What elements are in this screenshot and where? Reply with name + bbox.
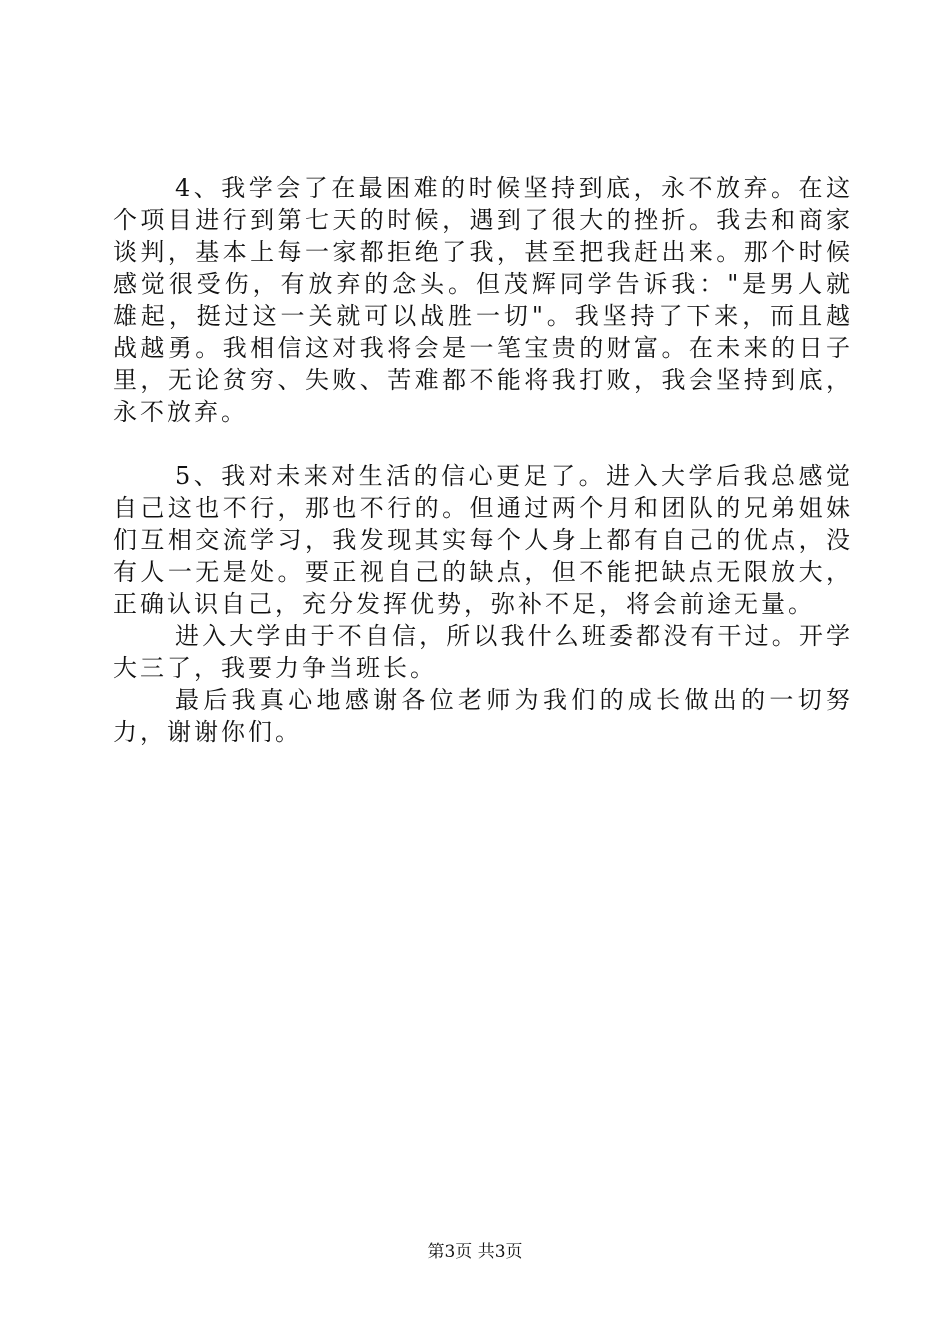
paragraph-class-monitor: 进入大学由于不自信，所以我什么班委都没有干过。开学大三了，我要力争当班长。 <box>113 622 853 682</box>
document-body <box>113 172 853 748</box>
paragraph-confidence: 5、我对未来对生活的信心更足了。进入大学后我总感觉自己这也不行，那也不行的。但通过两个月和团队的兄弟姐妹们互相交流学习，我发现其实每个人身上都有自己的优点，没有人一无是处。要正视自己的缺点，但不能把缺点无限放大，正确认识自己，充分发挥优势，弥补不足，将会前途无量。 <box>113 462 853 618</box>
page-footer: 第3页 共3页 <box>427 1242 523 1262</box>
paragraph-perseverance: 4、我学会了在最困难的时候坚持到底，永不放弃。在这个项目进行到第七天的时候，遇到了很大的挫折。我去和商家谈判，基本上每一家都拒绝了我，甚至把我赶出来。那个时候感觉很受伤，有放弃的念头。但茂辉同学告诉我："是男人就雄起，挺过这一关就可以战胜一切"。我坚持了下来，而且越战越勇。我相信这对我将会是一笔宝贵的财富。在未来的日子里，无论贫穷、失败、苦难都不能将我打败，我会坚持到底，永不放弃。 <box>113 174 853 426</box>
paragraph-thanks: 最后我真心地感谢各位老师为我们的成长做出的一切努力，谢谢你们。 <box>113 686 853 746</box>
